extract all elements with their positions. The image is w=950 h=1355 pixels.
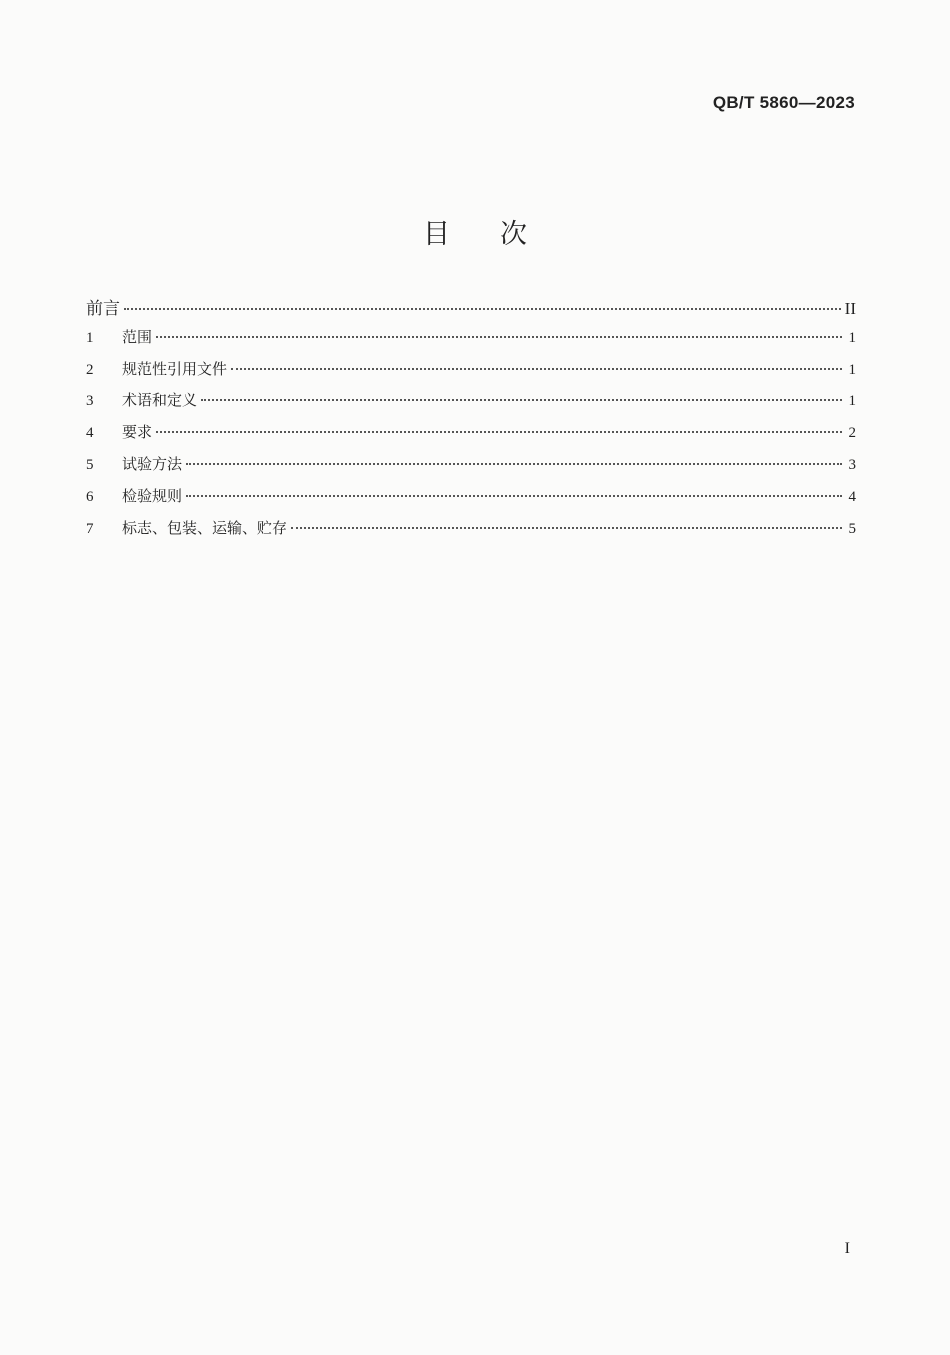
dot-leader [186,495,842,497]
page-number: I [844,1240,850,1257]
toc-entry-requirements[interactable] [86,421,856,453]
toc-entry-page: 1 [848,329,856,346]
toc-entry-number: 4 [86,425,94,442]
toc-entry-normative-references[interactable] [86,358,856,390]
toc-entry-number: 6 [86,488,94,505]
table-of-contents [86,294,856,548]
dot-leader [156,336,842,338]
toc-entry-page: 5 [848,520,856,537]
toc-entry-marking-packaging[interactable] [86,517,856,549]
toc-entry-page: II [844,299,856,318]
toc-entry-test-methods[interactable] [86,453,856,485]
page-title-char-1: 目 [423,219,450,250]
toc-entry-scope[interactable] [86,326,856,358]
toc-entry-label: 试验方法 [122,454,183,473]
dot-leader [156,431,842,433]
toc-entry-number: 5 [86,456,94,473]
page-title [0,212,950,251]
dot-leader [124,308,841,310]
toc-entry-page: 3 [848,456,856,473]
toc-entry-number: 3 [86,393,94,410]
dot-leader [231,368,842,370]
toc-entry-terms-definitions[interactable] [86,389,856,421]
toc-entry-number: 1 [86,329,94,346]
toc-entry-label: 范围 [122,327,153,346]
toc-entry-label: 检验规则 [122,486,183,505]
toc-entry-number: 7 [86,520,94,537]
page-title-char-2: 次 [500,219,527,250]
toc-entry-page: 1 [848,393,856,410]
toc-entry-inspection-rules[interactable] [86,485,856,517]
toc-entry-label: 标志、包装、运输、贮存 [122,518,288,537]
toc-entry-page: 4 [848,488,856,505]
toc-entry-number: 2 [86,361,94,378]
dot-leader [291,527,842,529]
standard-code: QB/T 5860—2023 [712,93,855,112]
toc-entry-label: 术语和定义 [122,391,198,410]
dot-leader [186,463,842,465]
dot-leader [201,399,842,401]
toc-entry-page: 2 [848,425,856,442]
toc-entry-label: 前言 [86,299,120,319]
toc-entry-label: 规范性引用文件 [122,359,228,378]
toc-entry-label: 要求 [122,423,153,442]
toc-entry-page: 1 [848,361,856,378]
toc-entry-preface[interactable] [86,294,856,326]
